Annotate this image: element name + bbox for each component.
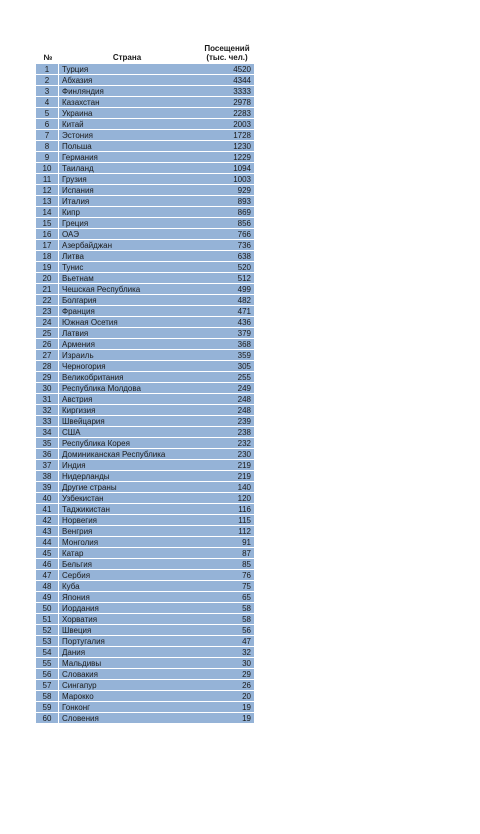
table-row: [36, 218, 254, 229]
row-number: 48: [36, 581, 59, 591]
row-country: Болгария: [62, 296, 97, 305]
row-country: Черногория: [62, 362, 106, 371]
row-number: 21: [36, 284, 59, 294]
row-number: 10: [36, 163, 59, 173]
header-num: №: [43, 53, 53, 62]
table-row: [36, 702, 254, 713]
row-visits: 4520: [233, 65, 251, 74]
row-number: 12: [36, 185, 59, 195]
row-number: 4: [36, 97, 59, 107]
row-number: 7: [36, 130, 59, 140]
row-country: Польша: [62, 142, 92, 151]
table-row: [36, 295, 254, 306]
row-number: 11: [36, 174, 59, 184]
table-row: [36, 240, 254, 251]
table-row: [36, 636, 254, 647]
table-row: [36, 647, 254, 658]
row-number: 41: [36, 504, 59, 514]
row-country: Республика Молдова: [62, 384, 141, 393]
row-visits: 230: [237, 450, 251, 459]
table-row: [36, 394, 254, 405]
row-country: Иордания: [62, 604, 99, 613]
row-visits: 2978: [233, 98, 251, 107]
row-number: 42: [36, 515, 59, 525]
row-visits: 219: [237, 461, 251, 470]
row-number: 1: [36, 64, 59, 74]
row-visits: 1094: [233, 164, 251, 173]
table-row: [36, 163, 254, 174]
table-row: [36, 317, 254, 328]
row-visits: 255: [237, 373, 251, 382]
row-number: 45: [36, 548, 59, 558]
header-visits: [200, 44, 254, 62]
table-row: [36, 570, 254, 581]
row-number: 9: [36, 152, 59, 162]
table-row: [36, 691, 254, 702]
row-number: 17: [36, 240, 59, 250]
row-country: Другие страны: [62, 483, 117, 492]
row-visits: 482: [237, 296, 251, 305]
row-visits: 638: [237, 252, 251, 261]
row-visits: 249: [237, 384, 251, 393]
row-number: 15: [36, 218, 59, 228]
row-number: 51: [36, 614, 59, 624]
header-visits-line1: Посещений: [204, 44, 250, 53]
row-country: Финляндия: [62, 87, 104, 96]
table-row: [36, 196, 254, 207]
table-row: [36, 427, 254, 438]
countries-table: [36, 42, 254, 724]
row-visits: 20: [242, 692, 251, 701]
row-country: Литва: [62, 252, 84, 261]
table-row: [36, 471, 254, 482]
row-visits: 58: [242, 615, 251, 624]
row-visits: 305: [237, 362, 251, 371]
row-number: 2: [36, 75, 59, 85]
row-country: Эстония: [62, 131, 93, 140]
table-row: [36, 658, 254, 669]
table-row: [36, 669, 254, 680]
row-number: 60: [36, 713, 59, 723]
row-country: Доминиканская Республика: [62, 450, 166, 459]
row-visits: 248: [237, 406, 251, 415]
row-number: 58: [36, 691, 59, 701]
table-row: [36, 75, 254, 86]
row-country: Япония: [62, 593, 90, 602]
row-visits: 140: [237, 483, 251, 492]
header-visits-line2: (тыс. чел.): [206, 53, 248, 62]
table-row: [36, 262, 254, 273]
row-country: Абхазия: [62, 76, 93, 85]
row-number: 20: [36, 273, 59, 283]
row-number: 47: [36, 570, 59, 580]
table-row: [36, 361, 254, 372]
row-country: Индия: [62, 461, 86, 470]
row-country: Республика Корея: [62, 439, 130, 448]
row-country: Швеция: [62, 626, 92, 635]
row-number: 37: [36, 460, 59, 470]
row-visits: 58: [242, 604, 251, 613]
row-country: Гонконг: [62, 703, 91, 712]
row-number: 33: [36, 416, 59, 426]
row-visits: 219: [237, 472, 251, 481]
table-header: [36, 42, 254, 62]
table-row: [36, 449, 254, 460]
row-country: Казахстан: [62, 98, 100, 107]
table-row: [36, 86, 254, 97]
row-visits: 3333: [233, 87, 251, 96]
row-country: Турция: [62, 65, 89, 74]
row-number: 16: [36, 229, 59, 239]
row-number: 44: [36, 537, 59, 547]
row-number: 46: [36, 559, 59, 569]
row-country: Сингапур: [62, 681, 97, 690]
row-visits: 116: [238, 505, 251, 514]
table-row: [36, 504, 254, 515]
row-visits: 436: [237, 318, 251, 327]
row-visits: 1229: [233, 153, 251, 162]
table-row: [36, 614, 254, 625]
row-country: Вьетнам: [62, 274, 94, 283]
table-row: [36, 185, 254, 196]
row-visits: 91: [242, 538, 251, 547]
row-country: Франция: [62, 307, 95, 316]
row-number: 26: [36, 339, 59, 349]
row-visits: 56: [242, 626, 251, 635]
table-row: [36, 713, 254, 724]
table-row: [36, 680, 254, 691]
row-number: 43: [36, 526, 59, 536]
row-country: Южная Осетия: [62, 318, 118, 327]
table-row: [36, 64, 254, 75]
row-visits: 4344: [233, 76, 251, 85]
row-visits: 359: [237, 351, 251, 360]
row-number: 34: [36, 427, 59, 437]
row-country: Норвегия: [62, 516, 98, 525]
row-country: Таджикистан: [62, 505, 110, 514]
row-country: Дания: [62, 648, 86, 657]
row-visits: 19: [242, 703, 251, 712]
table-row: [36, 108, 254, 119]
row-country: Словакия: [62, 670, 98, 679]
row-country: Мальдивы: [62, 659, 102, 668]
table-row: [36, 152, 254, 163]
table-row: [36, 581, 254, 592]
row-visits: 32: [242, 648, 251, 657]
row-country: Украина: [62, 109, 93, 118]
row-number: 52: [36, 625, 59, 635]
table-row: [36, 174, 254, 185]
row-number: 3: [36, 86, 59, 96]
row-visits: 115: [238, 516, 251, 525]
row-number: 50: [36, 603, 59, 613]
row-country: Италия: [62, 197, 90, 206]
row-visits: 112: [238, 527, 251, 536]
row-country: Испания: [62, 186, 94, 195]
row-number: 40: [36, 493, 59, 503]
header-country: Страна: [112, 53, 142, 62]
table-row: [36, 460, 254, 471]
row-number: 22: [36, 295, 59, 305]
row-country: Израиль: [62, 351, 94, 360]
row-visits: 120: [237, 494, 251, 503]
row-country: Узбекистан: [62, 494, 104, 503]
table-row: [36, 537, 254, 548]
row-number: 54: [36, 647, 59, 657]
row-number: 8: [36, 141, 59, 151]
table-row: [36, 207, 254, 218]
row-visits: 379: [237, 329, 251, 338]
row-visits: 76: [242, 571, 251, 580]
row-visits: 893: [237, 197, 251, 206]
row-visits: 238: [237, 428, 251, 437]
row-country: Азербайджан: [62, 241, 113, 250]
row-visits: 26: [242, 681, 251, 690]
row-visits: 512: [237, 274, 251, 283]
row-number: 38: [36, 471, 59, 481]
row-country: Латвия: [62, 329, 89, 338]
row-number: 23: [36, 306, 59, 316]
table-row: [36, 328, 254, 339]
row-visits: 869: [237, 208, 251, 217]
row-country: Тунис: [62, 263, 84, 272]
row-visits: 47: [242, 637, 251, 646]
row-number: 31: [36, 394, 59, 404]
row-country: Кипр: [62, 208, 80, 217]
row-country: Катар: [62, 549, 84, 558]
row-visits: 2003: [233, 120, 251, 129]
table-row: [36, 383, 254, 394]
row-country: Бельгия: [62, 560, 92, 569]
table-row: [36, 526, 254, 537]
table-row: [36, 405, 254, 416]
table-row: [36, 97, 254, 108]
row-country: Грузия: [62, 175, 87, 184]
row-visits: 736: [237, 241, 251, 250]
row-number: 57: [36, 680, 59, 690]
table-row: [36, 416, 254, 427]
row-visits: 87: [242, 549, 251, 558]
table-row: [36, 493, 254, 504]
row-number: 19: [36, 262, 59, 272]
row-visits: 1003: [233, 175, 251, 184]
row-number: 56: [36, 669, 59, 679]
row-country: Португалия: [62, 637, 105, 646]
table-row: [36, 229, 254, 240]
row-number: 32: [36, 405, 59, 415]
row-number: 35: [36, 438, 59, 448]
row-visits: 19: [242, 714, 251, 723]
row-visits: 232: [237, 439, 251, 448]
table-row: [36, 284, 254, 295]
row-country: Китай: [62, 120, 84, 129]
row-number: 13: [36, 196, 59, 206]
row-country: Армения: [62, 340, 95, 349]
row-number: 36: [36, 449, 59, 459]
table-row: [36, 339, 254, 350]
table-row: [36, 306, 254, 317]
row-visits: 2283: [233, 109, 251, 118]
row-number: 28: [36, 361, 59, 371]
row-number: 30: [36, 383, 59, 393]
row-country: Хорватия: [62, 615, 98, 624]
row-country: ОАЭ: [62, 230, 79, 239]
table-row: [36, 438, 254, 449]
row-country: Сербия: [62, 571, 91, 580]
table-row: [36, 559, 254, 570]
row-country: Словения: [62, 714, 99, 723]
row-country: Венгрия: [62, 527, 93, 536]
row-visits: 368: [237, 340, 251, 349]
row-country: Чешская Республика: [62, 285, 141, 294]
row-number: 25: [36, 328, 59, 338]
table-body: [36, 64, 254, 724]
row-visits: 65: [242, 593, 251, 602]
row-number: 55: [36, 658, 59, 668]
table-row: [36, 482, 254, 493]
row-country: Киргизия: [62, 406, 96, 415]
row-visits: 471: [237, 307, 251, 316]
row-visits: 520: [237, 263, 251, 272]
table-row: [36, 251, 254, 262]
row-country: США: [62, 428, 81, 437]
table-row: [36, 592, 254, 603]
table-row: [36, 350, 254, 361]
row-number: 18: [36, 251, 59, 261]
row-number: 6: [36, 119, 59, 129]
row-number: 49: [36, 592, 59, 602]
row-visits: 856: [237, 219, 251, 228]
row-number: 59: [36, 702, 59, 712]
table-row: [36, 372, 254, 383]
table-row: [36, 119, 254, 130]
row-country: Швейцария: [62, 417, 105, 426]
row-visits: 75: [242, 582, 251, 591]
row-visits: 1230: [233, 142, 251, 151]
row-number: 39: [36, 482, 59, 492]
row-visits: 248: [237, 395, 251, 404]
row-country: Марокко: [62, 692, 94, 701]
row-visits: 85: [242, 560, 251, 569]
row-country: Греция: [62, 219, 89, 228]
table-row: [36, 130, 254, 141]
row-visits: 29: [242, 670, 251, 679]
table-row: [36, 515, 254, 526]
table-row: [36, 603, 254, 614]
row-country: Монголия: [62, 538, 99, 547]
table-row: [36, 141, 254, 152]
row-country: Австрия: [62, 395, 93, 404]
row-number: 27: [36, 350, 59, 360]
row-visits: 766: [237, 230, 251, 239]
row-number: 5: [36, 108, 59, 118]
row-visits: 239: [237, 417, 251, 426]
row-visits: 30: [242, 659, 251, 668]
row-country: Таиланд: [62, 164, 94, 173]
row-country: Германия: [62, 153, 98, 162]
table-row: [36, 273, 254, 284]
table-row: [36, 625, 254, 636]
table-row: [36, 548, 254, 559]
row-number: 24: [36, 317, 59, 327]
row-visits: 929: [237, 186, 251, 195]
row-number: 29: [36, 372, 59, 382]
row-country: Куба: [62, 582, 80, 591]
row-visits: 499: [237, 285, 251, 294]
row-visits: 1728: [233, 131, 251, 140]
row-number: 14: [36, 207, 59, 217]
row-country: Великобритания: [62, 373, 124, 382]
row-country: Нидерланды: [62, 472, 110, 481]
row-number: 53: [36, 636, 59, 646]
